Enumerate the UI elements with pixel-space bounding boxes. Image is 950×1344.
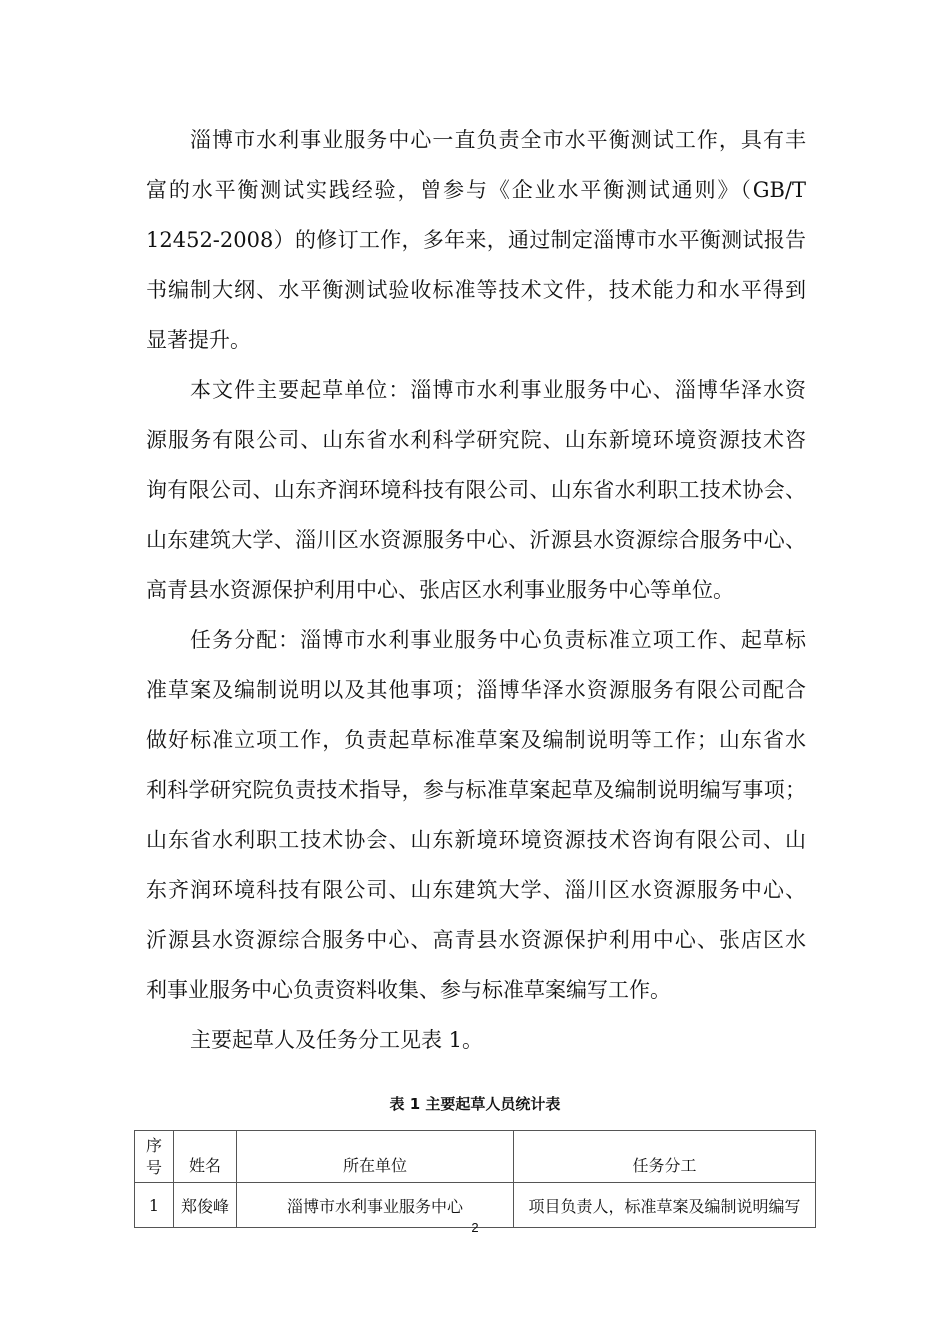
paragraph-line: 主要起草人及任务分工见表 1。 bbox=[190, 1028, 484, 1052]
paragraph-line: 准草案及编制说明以及其他事项；淄博华泽水资源服务有限公司配合 bbox=[146, 678, 806, 702]
table-header-row bbox=[135, 1131, 816, 1183]
cell-seq: 1 bbox=[135, 1183, 174, 1228]
table-caption: 表 1 主要起草人员统计表 bbox=[389, 1095, 561, 1113]
header-task: 任务分工 bbox=[514, 1131, 816, 1183]
paragraph-line: 富的水平衡测试实践经验，曾参与《企业水平衡测试通则》（GB/T bbox=[146, 178, 806, 202]
paragraph-line: 利科学研究院负责技术指导，参与标准草案起草及编制说明编写事项； bbox=[146, 778, 806, 802]
paragraph-line: 山东省水利职工技术协会、山东新境环境资源技术咨询有限公司、山 bbox=[146, 828, 806, 852]
paragraph-line: 利事业服务中心负责资料收集、参与标准草案编写工作。 bbox=[146, 978, 671, 1002]
paragraph-line: 本文件主要起草单位：淄博市水利事业服务中心、淄博华泽水资 bbox=[190, 378, 806, 402]
paragraph-line: 淄博市水利事业服务中心一直负责全市水平衡测试工作，具有丰 bbox=[190, 128, 806, 152]
header-unit: 所在单位 bbox=[237, 1131, 514, 1183]
cell-task: 项目负责人，标准草案及编制说明编写 bbox=[514, 1183, 816, 1228]
header-seq: 序 号 bbox=[135, 1131, 174, 1183]
paragraph-line: 高青县水资源保护利用中心、张店区水利事业服务中心等单位。 bbox=[146, 578, 734, 602]
paragraph-line: 做好标准立项工作，负责起草标准草案及编制说明等工作；山东省水 bbox=[146, 728, 806, 752]
paragraph-line: 山东建筑大学、淄川区水资源服务中心、沂源县水资源综合服务中心、 bbox=[146, 528, 806, 552]
paragraph-line: 源服务有限公司、山东省水利科学研究院、山东新境环境资源技术咨 bbox=[146, 428, 806, 452]
cell-name: 郑俊峰 bbox=[174, 1183, 237, 1228]
paragraph-line: 任务分配：淄博市水利事业服务中心负责标准立项工作、起草标 bbox=[190, 628, 806, 652]
paragraph-line: 沂源县水资源综合服务中心、高青县水资源保护利用中心、张店区水 bbox=[146, 928, 806, 952]
paragraph-line: 询有限公司、山东齐润环境科技有限公司、山东省水利职工技术协会、 bbox=[146, 478, 806, 502]
drafters-table bbox=[134, 1130, 816, 1228]
paragraph-line: 东齐润环境科技有限公司、山东建筑大学、淄川区水资源服务中心、 bbox=[146, 878, 806, 902]
header-name: 姓名 bbox=[174, 1131, 237, 1183]
paragraph-line: 显著提升。 bbox=[146, 328, 251, 352]
paragraph-line: 12452-2008）的修订工作，多年来，通过制定淄博市水平衡测试报告 bbox=[146, 228, 806, 252]
cell-unit: 淄博市水利事业服务中心 bbox=[237, 1183, 514, 1228]
paragraph-line: 书编制大纲、水平衡测试验收标准等技术文件，技术能力和水平得到 bbox=[146, 278, 806, 302]
page-number: 2 bbox=[471, 1220, 479, 1235]
